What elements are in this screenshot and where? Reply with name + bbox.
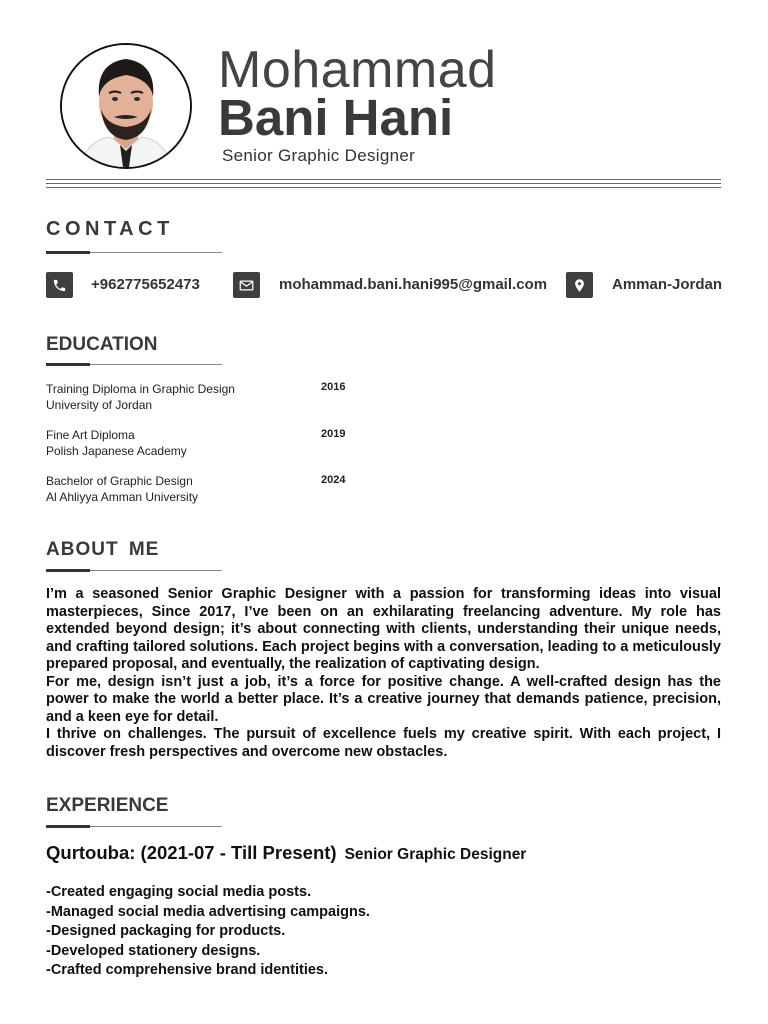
education-school: University of Jordan: [46, 398, 153, 412]
envelope-icon: [233, 272, 260, 298]
education-heading: EDUCATION: [46, 334, 158, 355]
list-item: -Managed social media advertising campaigns.: [46, 903, 370, 920]
company-period: Qurtouba: (2021-07 - Till Present): [46, 842, 337, 863]
contact-heading-accent: [46, 251, 90, 254]
education-year: 2016: [321, 381, 346, 393]
about-heading-accent: [46, 569, 90, 572]
list-item: -Developed stationery designs.: [46, 942, 261, 959]
about-heading: ABOUT ME: [46, 539, 160, 560]
phone-number: +962775652473: [91, 276, 200, 293]
list-item: -Designed packaging for products.: [46, 923, 286, 939]
about-paragraph-2: For me, design isn’t just a job, it’s a force for positive change. A well-crafted design has the power to make the world a better place. It’s a creative journey that demands patience, precision, and a keen eye for detail.: [46, 673, 721, 725]
experience-heading-accent: [46, 825, 90, 828]
email-address: mohammad.bani.hani995@gmail.com: [279, 276, 548, 293]
first-name: Mohammad: [218, 41, 497, 99]
education-year: 2024: [321, 474, 346, 486]
list-item: -Crafted comprehensive brand identities.: [46, 962, 329, 978]
header-divider-1: [46, 179, 721, 180]
profile-photo: [60, 43, 192, 169]
about-paragraph-3: I thrive on challenges. The pursuit of excellence fuels my creative spirit. With each project, I discover fresh perspectives and overcome new obstacles.: [46, 726, 721, 760]
about-text: [46, 586, 721, 761]
experience-heading: EXPERIENCE: [46, 795, 169, 816]
about-paragraph-1: I’m a seasoned Senior Graphic Designer with a passion for transforming ideas into visual masterpieces, Since 2017, I’ve been on an exhilarating freelancing adventure. My role has extended beyond design; it’s about connecting with clients, understanding their unique needs, and crafting tailored solutions. Each project begins with a conversation, leading to a meticulously prepared proposal, and eventually, the realization of captivating design.: [46, 586, 721, 672]
education-school: Al Ahliyya Amman University: [46, 490, 199, 504]
experience-duties: [46, 883, 370, 981]
header-divider-3: [46, 187, 721, 188]
map-pin-icon: [566, 272, 593, 298]
education-degree: Training Diploma in Graphic Design: [46, 382, 235, 396]
education-school: Polish Japanese Academy: [46, 444, 187, 458]
location: Amman-Jordan: [612, 276, 723, 293]
list-item: -Created engaging social media posts.: [46, 884, 312, 900]
profile-photo-image: [62, 45, 190, 167]
last-name: Bani Hani: [218, 89, 454, 146]
job-title: Senior Graphic Designer: [222, 146, 416, 165]
header-divider-2: [46, 183, 721, 184]
education-degree: Fine Art Diploma: [46, 428, 135, 442]
experience-role: Senior Graphic Designer: [344, 846, 527, 863]
contact-heading: CONTACT: [46, 218, 174, 240]
education-degree: Bachelor of Graphic Design: [46, 474, 193, 488]
education-year: 2019: [321, 428, 346, 440]
experience-entry-heading: [46, 842, 526, 864]
education-heading-accent: [46, 363, 90, 366]
phone-icon: [46, 272, 73, 298]
